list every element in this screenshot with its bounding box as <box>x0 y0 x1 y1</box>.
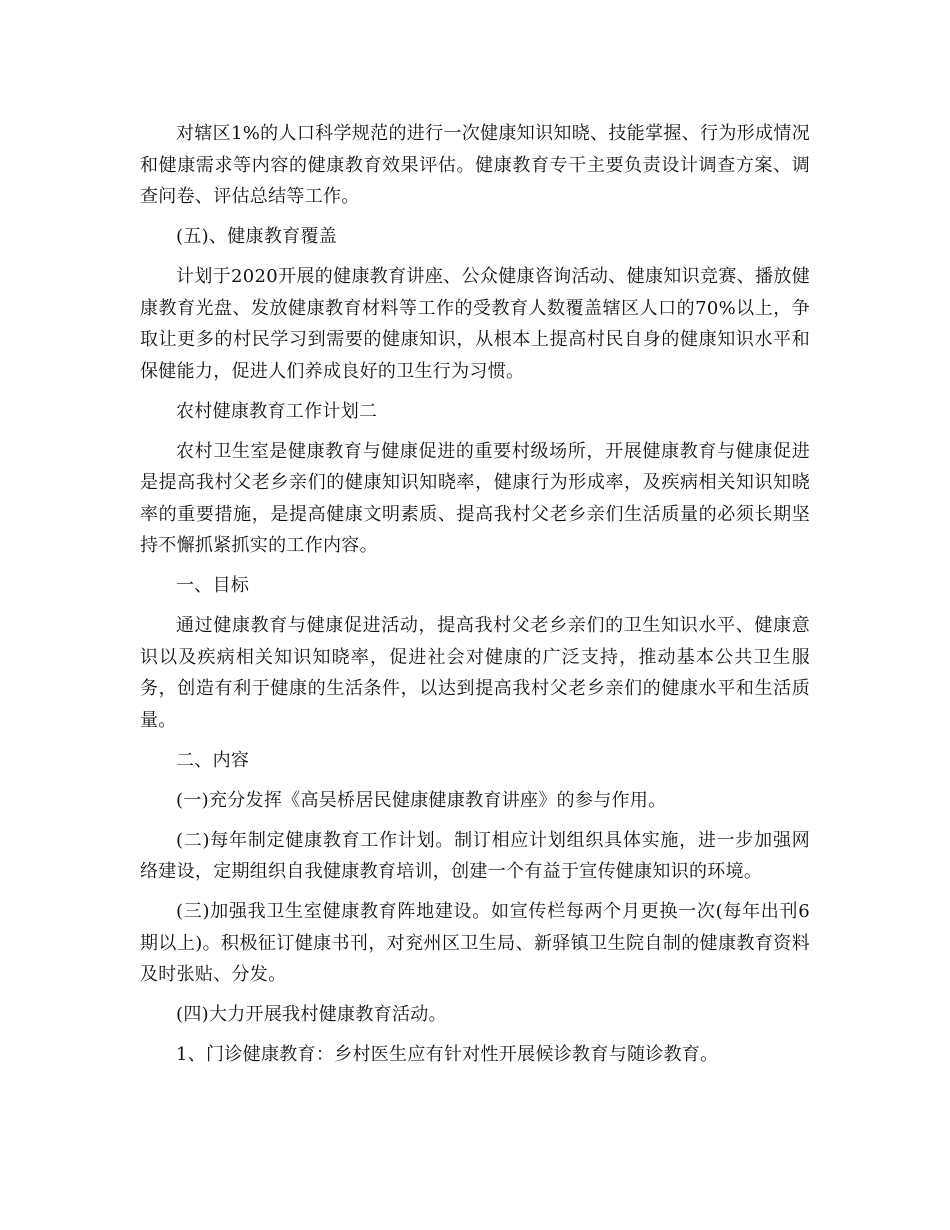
heading-content: 二、内容 <box>176 749 250 771</box>
list-item-4: (四)大力开展我村健康教育活动。 <box>176 1004 447 1025</box>
paragraph-clinic-role: 农村卫生室是健康教育与健康促进的重要村级场所，开展健康教育与健康促进是提高我村父老乡亲们的健康知识知晓率，健康行为形成率，及疾病相关知识知晓率的重要措施，是提高健康文明素质、提高我村父老乡亲们生活质量的必须长期坚持不懈抓紧抓实的工作内容。 <box>140 440 810 556</box>
list-item-3: (三)加强我卫生室健康教育阵地建设。如宣传栏每两个月更换一次(每年出刊6期以上)。积极征订健康书刊，对兖州区卫生局、新驿镇卫生院自制的健康教育资料及时张贴、分发。 <box>140 901 810 985</box>
paragraph-coverage-plan: 计划于2020开展的健康教育讲座、公众健康咨询活动、健康知识竞赛、播放健康教育光盘、发放健康教育材料等工作的受教育人数覆盖辖区人口的70%以上，争取让更多的村民学习到需要的健康知识，从根本上提高村民自身的健康知识水平和保健能力，促进人们养成良好的卫生行为习惯。 <box>140 266 810 382</box>
heading-goal: 一、目标 <box>176 575 250 596</box>
heading-coverage: (五)、健康教育覆盖 <box>176 226 338 247</box>
sub-item-clinic-education: 1、门诊健康教育：乡村医生应有针对性开展候诊教育与随诊教育。 <box>176 1044 719 1065</box>
list-item-1: (一)充分发挥《高吴桥居民健康健康教育讲座》的参与作用。 <box>176 789 667 811</box>
list-item-2: (二)每年制定健康教育工作计划。制订相应计划组织具体实施，进一步加强网络建设，定期组织自我健康教育培训，创建一个有益于宣传健康知识的环境。 <box>140 829 810 882</box>
document-body <box>140 118 810 1079</box>
paragraph-assessment: 对辖区1%的人口科学规范的进行一次健康知识知晓、技能掌握、行为形成情况和健康需求等内容的健康教育效果评估。健康教育专干主要负责设计调查方案、调查问卷、评估总结等工作。 <box>140 123 810 207</box>
heading-plan-two: 农村健康教育工作计划二 <box>176 400 378 422</box>
paragraph-goal: 通过健康教育与健康促进活动，提高我村父老乡亲们的卫生知识水平、健康意识以及疾病相关知识知晓率，促进社会对健康的广泛支持，推动基本公共卫生服务，创造有利于健康的生活条件，以达到提高我村父老乡亲们的健康水平和生活质量。 <box>140 615 810 731</box>
